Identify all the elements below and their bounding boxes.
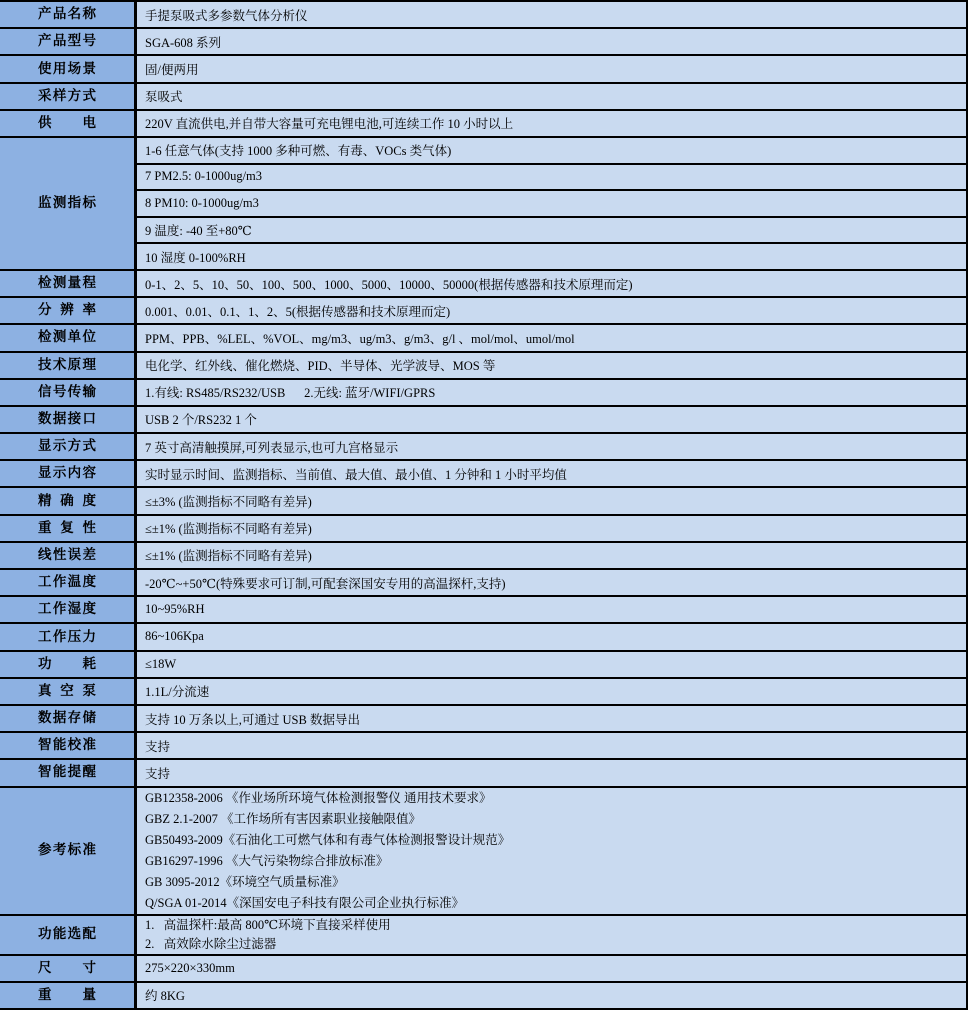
row-label-cell	[0, 353, 137, 378]
row-label: 参考标准	[38, 842, 96, 858]
table-row	[0, 706, 966, 733]
row-value: 泵吸式	[145, 90, 183, 105]
row-label: 数据接口	[38, 411, 96, 427]
row-value-cell	[137, 380, 966, 405]
row-value: 8 PM10: 0-1000ug/m3	[145, 195, 259, 210]
table-row	[0, 570, 966, 597]
row-label: 检测单位	[38, 329, 96, 345]
row-label: 监测指标	[38, 195, 96, 211]
table-row	[0, 956, 966, 983]
row-label-cell	[0, 138, 137, 269]
row-subvalue	[137, 218, 966, 245]
row-label-cell	[0, 407, 137, 432]
row-label-cell	[0, 461, 137, 486]
row-label: 信号传输	[38, 383, 96, 399]
row-label: 重复性	[38, 519, 96, 535]
table-row	[0, 298, 966, 325]
table-row	[0, 271, 966, 298]
row-label-cell	[0, 325, 137, 350]
row-value-cell	[137, 298, 966, 323]
table-row	[0, 983, 966, 1010]
row-value: PPM、PPB、%LEL、%VOL、mg/m3、ug/m3、g/m3、g/l 、mol/mol、umol/mol	[145, 331, 575, 346]
row-label-cell	[0, 652, 137, 677]
row-label-cell	[0, 488, 137, 513]
row-value-cell	[137, 916, 966, 954]
table-row	[0, 652, 966, 679]
table-row	[0, 597, 966, 624]
table-row-reference-standards	[0, 788, 966, 916]
row-value: 10~95%RH	[145, 602, 205, 617]
row-value: 约 8KG	[145, 989, 185, 1004]
row-label: 智能校准	[38, 737, 96, 753]
row-label: 尺寸	[38, 959, 96, 975]
row-label-cell	[0, 570, 137, 595]
row-value: 10 湿度 0-100%RH	[145, 250, 246, 265]
row-value: 1.有线: RS485/RS232/USB 2.无线: 蓝牙/WIFI/GPRS	[145, 386, 436, 401]
table-row	[0, 2, 966, 29]
row-value-cell	[137, 461, 966, 486]
row-label: 真空泵	[38, 682, 96, 698]
row-value: -20℃~+50℃(特殊要求可订制,可配套深国安专用的高温探杆,支持)	[145, 576, 506, 591]
row-label: 线性误差	[38, 546, 96, 562]
row-label-cell	[0, 788, 137, 914]
table-row	[0, 111, 966, 138]
table-row-optional-features	[0, 916, 966, 956]
row-label: 工作压力	[38, 628, 96, 644]
row-value: ≤18W	[145, 656, 177, 671]
row-label-cell	[0, 956, 137, 981]
row-label: 分辨率	[38, 302, 96, 318]
row-value: 0-1、2、5、10、50、100、500、1000、5000、10000、50000(根据传感器和技术原理而定)	[145, 277, 633, 292]
row-value-cell	[137, 138, 966, 269]
table-row	[0, 56, 966, 83]
row-label-cell	[0, 916, 137, 954]
row-value-line: GB16297-1996 《大气污染物综合排放标准》	[145, 853, 389, 868]
row-label-cell	[0, 271, 137, 296]
row-label: 精确度	[38, 492, 96, 508]
row-value-cell	[137, 679, 966, 704]
row-label: 数据存储	[38, 710, 96, 726]
table-row	[0, 516, 966, 543]
row-value-cell	[137, 706, 966, 731]
row-value-cell	[137, 624, 966, 649]
row-value-cell	[137, 956, 966, 981]
row-value: USB 2 个/RS232 1 个	[145, 413, 257, 428]
row-value: 支持	[145, 739, 171, 754]
row-value: 电化学、红外线、催化燃烧、PID、半导体、光学波导、MOS 等	[145, 359, 496, 374]
row-value: 固/便两用	[145, 62, 199, 77]
row-value: 1.1L/分流速	[145, 685, 210, 700]
table-row	[0, 407, 966, 434]
row-label: 技术原理	[38, 356, 96, 372]
row-value-line: Q/SGA 01-2014《深国安电子科技有限公司企业执行标准》	[145, 895, 465, 910]
row-label-cell	[0, 983, 137, 1008]
table-row	[0, 461, 966, 488]
row-label: 工作湿度	[38, 601, 96, 617]
row-label: 产品名称	[38, 6, 96, 22]
row-value: ≤±3% (监测指标不同略有差异)	[145, 495, 312, 510]
row-value-cell	[137, 2, 966, 27]
table-row	[0, 325, 966, 352]
row-value-cell	[137, 84, 966, 109]
row-value-line: GB 3095-2012《环境空气质量标准》	[145, 874, 345, 889]
row-label-cell	[0, 29, 137, 54]
table-row	[0, 760, 966, 787]
row-value: 86~106Kpa	[145, 629, 204, 644]
row-value: 支持	[145, 766, 171, 781]
row-value-cell	[137, 325, 966, 350]
row-label: 供电	[38, 114, 96, 130]
row-value-line: 1. 高温探杆:最高 800℃环境下直接采样使用	[145, 917, 391, 932]
row-label: 采样方式	[38, 87, 96, 103]
row-value-cell	[137, 516, 966, 541]
row-value: 220V 直流供电,并自带大容量可充电锂电池,可连续工作 10 小时以上	[145, 117, 514, 132]
row-label-cell	[0, 56, 137, 81]
row-label: 智能提醒	[38, 764, 96, 780]
row-value: 7 英寸高清触摸屏,可列表显示,也可九宫格显示	[145, 440, 399, 455]
row-value-cell	[137, 983, 966, 1008]
row-label-cell	[0, 380, 137, 405]
row-value: ≤±1% (监测指标不同略有差异)	[145, 549, 312, 564]
row-value: 1-6 任意气体(支持 1000 多种可燃、有毒、VOCs 类气体)	[145, 144, 452, 159]
row-value-cell	[137, 788, 966, 914]
row-value: 实时显示时间、监测指标、当前值、最大值、最小值、1 分钟和 1 小时平均值	[145, 467, 567, 482]
row-label-cell	[0, 597, 137, 622]
row-label: 工作温度	[38, 574, 96, 590]
row-label: 显示方式	[38, 438, 96, 454]
row-value-cell	[137, 488, 966, 513]
row-value-cell	[137, 760, 966, 785]
table-row	[0, 488, 966, 515]
row-label: 功能选配	[38, 926, 96, 942]
row-value-cell	[137, 570, 966, 595]
row-label-cell	[0, 2, 137, 27]
row-value: 9 温度: -40 至+80℃	[145, 224, 252, 239]
row-value-cell	[137, 29, 966, 54]
row-subvalue	[137, 165, 966, 192]
row-label-cell	[0, 706, 137, 731]
row-value-line: 2. 高效除水除尘过滤器	[145, 936, 277, 951]
table-row	[0, 29, 966, 56]
row-value: 0.001、0.01、0.1、1、2、5(根据传感器和技术原理而定)	[145, 304, 451, 319]
table-row	[0, 380, 966, 407]
row-value-cell	[137, 733, 966, 758]
row-value-cell	[137, 353, 966, 378]
row-value-line: GB12358-2006 《作业场所环境气体检测报警仪 通用技术要求》	[145, 790, 492, 805]
row-value-cell	[137, 271, 966, 296]
row-value-cell	[137, 407, 966, 432]
row-label-cell	[0, 760, 137, 785]
table-row	[0, 84, 966, 111]
row-label-cell	[0, 543, 137, 568]
row-subvalue	[137, 244, 966, 269]
row-value-line: GBZ 2.1-2007 《工作场所有害因素职业接触限值》	[145, 811, 422, 826]
row-label-cell	[0, 516, 137, 541]
row-value: 手提泵吸式多参数气体分析仪	[145, 8, 308, 23]
table-row	[0, 543, 966, 570]
row-label-cell	[0, 679, 137, 704]
row-value-cell	[137, 597, 966, 622]
row-label: 产品型号	[38, 33, 96, 49]
row-label-cell	[0, 624, 137, 649]
table-row	[0, 733, 966, 760]
row-label-cell	[0, 733, 137, 758]
table-row	[0, 434, 966, 461]
row-value: ≤±1% (监测指标不同略有差异)	[145, 522, 312, 537]
table-row	[0, 353, 966, 380]
row-value: 支持 10 万条以上,可通过 USB 数据导出	[145, 712, 360, 727]
row-label: 重量	[38, 986, 96, 1002]
row-label-cell	[0, 434, 137, 459]
row-label: 检测量程	[38, 275, 96, 291]
row-value-cell	[137, 652, 966, 677]
row-subvalue	[137, 138, 966, 165]
row-label-cell	[0, 298, 137, 323]
row-value: 7 PM2.5: 0-1000ug/m3	[145, 169, 263, 184]
row-label-cell	[0, 111, 137, 136]
row-value-cell	[137, 434, 966, 459]
table-row-monitor-indicators	[0, 138, 966, 271]
row-label: 功耗	[38, 655, 96, 671]
row-value: SGA-608 系列	[145, 35, 222, 50]
row-label: 显示内容	[38, 465, 96, 481]
row-value-line: GB50493-2009《石油化工可燃气体和有毒气体检测报警设计规范》	[145, 832, 511, 847]
row-label-cell	[0, 84, 137, 109]
row-subvalue	[137, 191, 966, 218]
table-row	[0, 679, 966, 706]
row-value: 275×220×330mm	[145, 960, 235, 975]
row-value-cell	[137, 543, 966, 568]
row-value-cell	[137, 111, 966, 136]
row-value-cell	[137, 56, 966, 81]
row-label: 使用场景	[38, 60, 96, 76]
table-row	[0, 624, 966, 651]
